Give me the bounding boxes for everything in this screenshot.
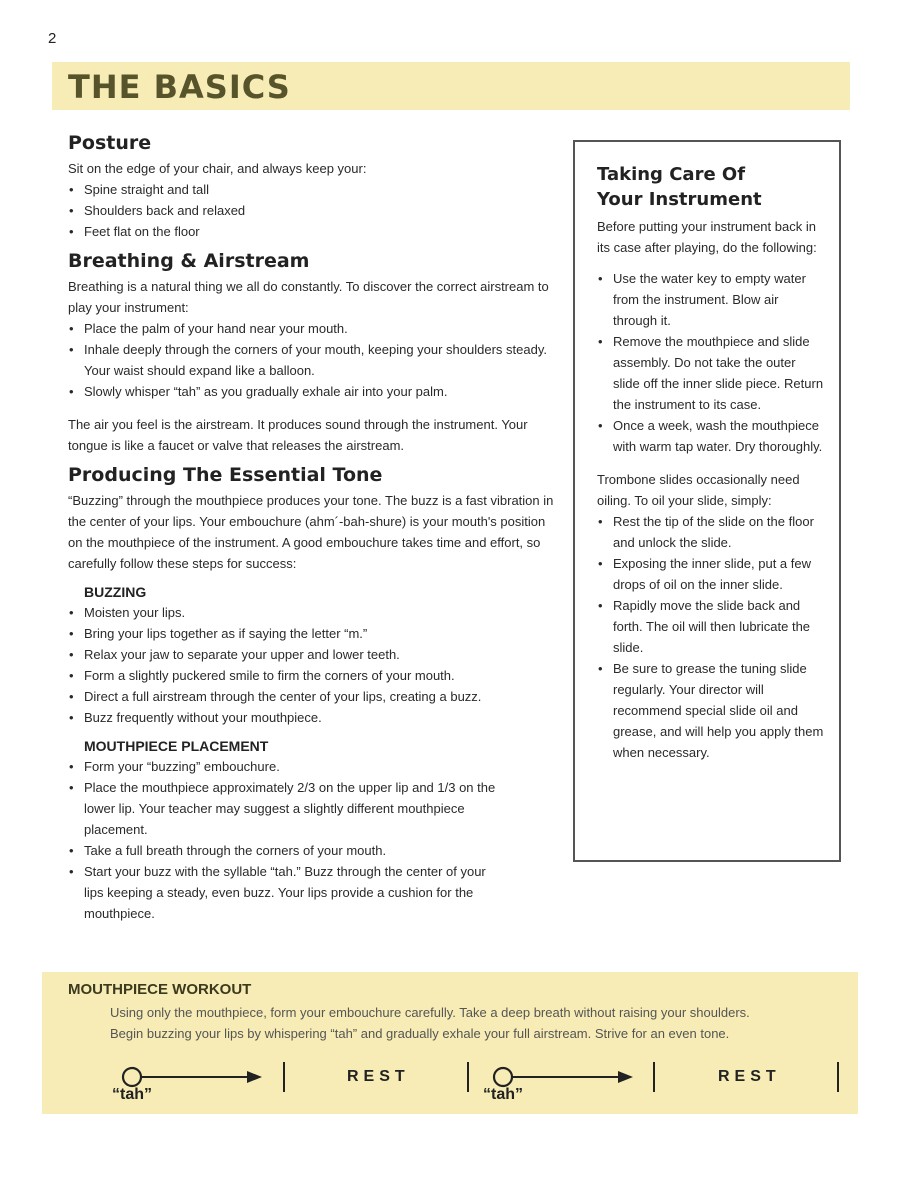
workout-line-2: Begin buzzing your lips by whispering “tah” and gradually exhale your full airstream. Strive for an even tone. <box>110 1026 730 1041</box>
list-item: • Rapidly move the slide back and forth. The oil will then lubricate the slide. <box>597 595 825 658</box>
breathing-heading: Breathing & Airstream <box>68 250 310 272</box>
buzzing-list <box>68 602 558 728</box>
list-item: • Use the water key to empty water from the instrument. Blow air through it. <box>597 268 825 331</box>
placement-list <box>68 756 498 924</box>
care-heading <box>597 162 825 212</box>
care-sidebar <box>573 140 841 862</box>
list-item: • Feet flat on the floor <box>68 221 558 242</box>
list-item: • Form a slightly puckered smile to firm the corners of your mouth. <box>68 665 558 686</box>
breathing-intro: Breathing is a natural thing we all do constantly. To discover the correct airstream to play your instrument: <box>68 279 549 315</box>
list-item: • Spine straight and tall <box>68 179 558 200</box>
slides-intro: Trombone slides occasionally need oiling. To oil your slide, simply: <box>597 472 800 508</box>
syllable-label-2: “tah” <box>483 1086 523 1103</box>
care-intro: Before putting your instrument back in its case after playing, do the following: <box>597 219 817 255</box>
breathing-outro: The air you feel is the airstream. It produces sound through the instrument. Your tongue is like a faucet or valve that releases the airstream. <box>68 417 528 453</box>
list-item: • Slowly whisper “tah” as you gradually exhale air into your palm. <box>68 381 558 402</box>
slide-list <box>597 511 825 763</box>
whole-note-2 <box>494 1068 512 1086</box>
page-title: THE BASICS <box>68 68 291 106</box>
placement-heading: MOUTHPIECE PLACEMENT <box>84 738 269 754</box>
mouthpiece-workout <box>42 972 858 1114</box>
whole-note-1 <box>123 1068 141 1086</box>
list-item: • Place the mouthpiece approximately 2/3 on the upper lip and 1/3 on the lower lip. Your teacher may suggest a slightly different mouthpiece placement. <box>68 777 498 840</box>
page-number: 2 <box>48 30 57 47</box>
workout-title: MOUTHPIECE WORKOUT <box>68 981 252 998</box>
buzzing-heading: BUZZING <box>84 584 147 600</box>
list-item: • Form your “buzzing” embouchure. <box>68 756 498 777</box>
list-item: • Buzz frequently without your mouthpiece. <box>68 707 558 728</box>
workout-line-1: Using only the mouthpiece, form your embouchure carefully. Take a deep breath without raising your shoulders. <box>110 1005 750 1020</box>
care-list <box>597 268 825 457</box>
tone-intro: “Buzzing” through the mouthpiece produces your tone. The buzz is a fast vibration in the center of your lips. Your embouchure (ahm´-bah-shure) is your mouth's position on the mouthpiece of the instrument. A good embouchure takes time and effort, so carefully follow these steps for success: <box>68 493 554 571</box>
posture-intro: Sit on the edge of your chair, and always keep your: <box>68 161 367 176</box>
list-item: • Relax your jaw to separate your upper and lower teeth. <box>68 644 558 665</box>
workout-text <box>110 1002 850 1044</box>
list-item: • Inhale deeply through the corners of your mouth, keeping your shoulders steady. Your waist should expand like a balloon. <box>68 339 558 381</box>
rest-label-1: REST <box>347 1068 410 1085</box>
list-item: • Rest the tip of the slide on the floor and unlock the slide. <box>597 511 825 553</box>
list-item: • Be sure to grease the tuning slide regularly. Your director will recommend special slide oil and grease, and will help you apply them when necessary. <box>597 658 825 763</box>
posture-heading: Posture <box>68 132 152 154</box>
list-item: • Exposing the inner slide, put a few drops of oil on the inner slide. <box>597 553 825 595</box>
list-item: • Bring your lips together as if saying the letter “m.” <box>68 623 558 644</box>
care-heading-line2: Your Instrument <box>597 189 762 210</box>
list-item: • Once a week, wash the mouthpiece with warm tap water. Dry thoroughly. <box>597 415 825 457</box>
arrow-head-2 <box>618 1071 633 1083</box>
section-banner <box>52 62 850 110</box>
list-item: • Remove the mouthpiece and slide assembly. Do not take the outer slide off the inner slide piece. Return the instrument to its case. <box>597 331 825 415</box>
posture-list <box>68 179 558 242</box>
tone-heading: Producing The Essential Tone <box>68 464 383 486</box>
list-item: • Moisten your lips. <box>68 602 558 623</box>
main-column <box>68 132 558 924</box>
care-heading-line1: Taking Care Of <box>597 164 746 185</box>
list-item: • Shoulders back and relaxed <box>68 200 558 221</box>
breathing-list <box>68 318 558 402</box>
rest-label-2: REST <box>718 1068 781 1085</box>
music-notation <box>42 1050 858 1110</box>
list-item: • Place the palm of your hand near your mouth. <box>68 318 558 339</box>
list-item: • Take a full breath through the corners of your mouth. <box>68 840 498 861</box>
arrow-head-1 <box>247 1071 262 1083</box>
syllable-label-1: “tah” <box>112 1086 152 1103</box>
list-item: • Start your buzz with the syllable “tah.” Buzz through the center of your lips keeping a steady, even buzz. Your lips provide a cushion for the mouthpiece. <box>68 861 498 924</box>
list-item: • Direct a full airstream through the center of your lips, creating a buzz. <box>68 686 558 707</box>
